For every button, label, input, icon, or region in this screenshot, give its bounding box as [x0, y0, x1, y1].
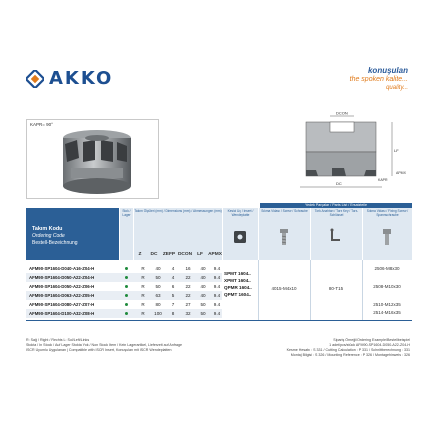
fix-screw-code: 2508-M10x30 [373, 284, 401, 289]
row-dcon: 32 [185, 311, 191, 316]
brand-name: AKKO [49, 68, 114, 89]
screw-icon [276, 228, 292, 246]
akko-logo [26, 68, 113, 89]
row-code: AFM90-SP1604-D080-A27-Z07-H [29, 302, 95, 307]
row-dcon: 27 [185, 302, 191, 307]
col-z: Z [138, 252, 142, 257]
kapr-label: KAPR= 90° [30, 122, 53, 127]
row-zefp: 6 [171, 284, 175, 289]
row-dcon: 16 [185, 266, 191, 271]
table-row [26, 264, 222, 273]
row-lf: 40 [200, 266, 206, 271]
col-dc: DC [150, 252, 158, 257]
dimensions-column-header: Takım Ölçüleri (mm) / Dimensions (mm) / Abmessungen (mm) [133, 208, 222, 260]
table-row [26, 282, 222, 291]
row-z: R [141, 293, 145, 298]
fix-screw-code: 2506-M8x30 [374, 266, 400, 271]
screw-column-header: Sıkma Vidası / Screw / Schraube [258, 208, 310, 260]
row-dcon: 22 [185, 293, 191, 298]
slogan [350, 66, 408, 93]
in-stock-icon [125, 294, 128, 297]
screw-code: 4015-M4x10 [271, 286, 297, 291]
table-row [26, 300, 222, 309]
torx-key-column-header: Tork Anahtarı / Torx Key / Torx-Schlüssel [310, 208, 362, 260]
in-stock-icon [125, 312, 128, 315]
fixing-screw-icon [380, 228, 394, 246]
table-divider [258, 260, 259, 320]
row-dc: 63 [155, 293, 161, 298]
drawing-label-kapr: KAPR [378, 178, 388, 182]
table-row [26, 309, 222, 318]
table-divider [310, 260, 311, 320]
row-apmx: 9.4 [213, 311, 221, 316]
product-photo-frame [26, 119, 159, 199]
row-z: R [141, 266, 145, 271]
col-lf: LF [197, 252, 203, 257]
row-zefp: 5 [171, 293, 175, 298]
slogan-line-2: the spoken kalite... [349, 76, 408, 83]
row-apmx: 9.4 [213, 302, 221, 307]
row-dc: 50 [155, 275, 161, 280]
insert-icon [233, 230, 247, 244]
row-code: AFM90-SP1604-D050-A22-Z04-H [29, 275, 95, 280]
insert-column-header: Kesici Uç / Insert / Wendeplatte [222, 208, 258, 260]
row-dc: 40 [155, 266, 161, 271]
fix-screw-code: 2514-M16x35 [373, 310, 401, 315]
fixing-screw-column-header: Sıkma Vidası / Fixing Screw / Spannschraube [362, 208, 412, 260]
row-z: R [141, 275, 145, 280]
slogan-line-3: quality... [386, 85, 408, 91]
akko-logo-mark-icon [26, 70, 44, 88]
row-z: R [141, 302, 145, 307]
row-code: AFM90-SP1604-D063-A22-Z05-H [29, 293, 95, 298]
table-bottom-rule [26, 320, 412, 321]
in-stock-icon [125, 276, 128, 279]
stock-column-header: Stok / Lager [119, 208, 133, 260]
drawing-label-dc: DC [336, 181, 342, 186]
row-dc: 50 [155, 284, 161, 289]
footer-ordering-example: Sipariş Örneği/Ordering Example/Bestellbeispiel 1 adet/pcs/stück AFM90-SP1604-D050-A22-Z04-H Kesme Hesabı : S 331 / Cutting Calculation : P 331 / Schnittberechnung : 331 Montaj Bilgisi : S 326 / Mounting Reference : P 326 / Montagehinweis : 326 [286, 338, 410, 357]
row-lf: 50 [200, 311, 206, 316]
row-apmx: 9.4 [213, 266, 221, 271]
in-stock-icon [125, 303, 128, 306]
row-z: R [141, 284, 145, 289]
parts-header-strip: Yedek Parçalar / Parts List / Ersatzteile [260, 203, 412, 208]
table-row [26, 291, 222, 300]
row-zefp: 4 [171, 266, 175, 271]
technical-drawing [292, 110, 412, 198]
row-lf: 40 [200, 275, 206, 280]
col-zefp: ZEFP [162, 252, 176, 257]
drawing-label-dcon: DCON [336, 110, 348, 116]
row-apmx: 9.4 [213, 275, 221, 280]
slogan-line-1: konuşulan [367, 66, 408, 75]
drawing-label-apmx: APMX [396, 171, 406, 175]
row-zefp: 8 [171, 311, 175, 316]
in-stock-icon [125, 285, 128, 288]
row-zefp: 4 [171, 275, 175, 280]
row-apmx: 9.4 [213, 293, 221, 298]
ordering-code-header: Takım Kodu Ordering Code Bestell-Bezeichnung [26, 208, 119, 260]
row-dc: 100 [154, 311, 162, 316]
row-code: AFM90-SP1604-D100-A32-Z08-H [29, 311, 95, 316]
row-z: R [141, 311, 145, 316]
row-dc: 80 [155, 302, 161, 307]
col-dcon: DCON [177, 252, 193, 257]
row-code: AFM90-SP1604-D050-A22-Z06-H [29, 284, 95, 289]
row-dcon: 22 [185, 284, 191, 289]
torx-key-code: 80-T15 [328, 286, 344, 291]
drawing-label-lf: LF [394, 148, 399, 153]
milling-cutter-image [27, 120, 158, 198]
row-lf: 40 [200, 293, 206, 298]
product-table [26, 208, 412, 334]
torx-key-icon [329, 228, 343, 246]
insert-codes-list: SPMT 1604.. XPMT 1604.. QPMR 1604.. QPMT 1604.. [224, 271, 252, 297]
row-zefp: 7 [171, 302, 175, 307]
row-code: AFM90-SP1604-D040-A16-Z04-H [29, 266, 95, 271]
fix-screw-code: 2510-M12x35 [373, 302, 401, 307]
row-lf: 50 [200, 302, 206, 307]
row-apmx: 9.4 [213, 284, 221, 289]
row-dcon: 22 [185, 275, 191, 280]
row-lf: 40 [200, 284, 206, 289]
table-row [26, 273, 222, 282]
col-apmx: APMX [208, 252, 222, 257]
footer-legend: R: Sağ / Right / Rechts L: Sol/Left/Links Stokta / In Stock / Auf Lager Stokta Yok / Non Stock Item / Kein Lagerartikel, Lieferzeit auf Anfrage ISCR Uyumlu Uygulanan | Compatible with ISCR Insert, Konuşulan mit ISCR Wendeplatten [26, 338, 183, 352]
in-stock-icon [125, 267, 128, 270]
table-divider [362, 260, 363, 320]
cutter-drawing [292, 110, 412, 198]
